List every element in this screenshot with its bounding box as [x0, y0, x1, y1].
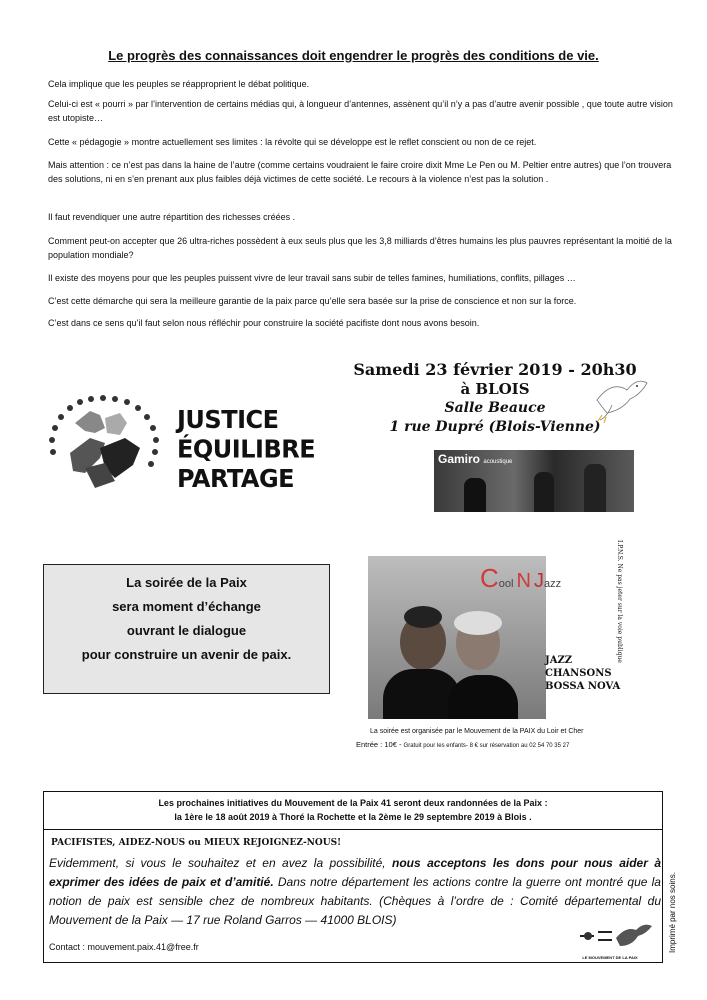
- logo-line-equilibre: ÉQUILIBRE: [177, 434, 316, 464]
- soiree-box: [43, 564, 330, 694]
- musician-figure: [584, 464, 606, 512]
- box-line: pour construire un avenir de paix.: [81, 647, 292, 662]
- genres-list: [545, 654, 620, 693]
- paragraph-9: C’est dans ce sens qu’il faut selon nous réfléchir pour construire la société pacifiste dont nous avons besoin.: [48, 318, 480, 328]
- contact-email: Contact : mouvement.paix.41@free.fr: [49, 942, 199, 952]
- price-kids: Gratuit pour les enfants- 8 € sur réservation au 02 54 70 35 27: [403, 743, 570, 749]
- paragraph-6: Comment peut-on accepter que 26 ultra-riches possèdent à eux seuls plus que les 3,8 milliards d’êtres humains les plus pauvres représentant la moitié de la population mondiale?: [48, 236, 672, 260]
- event-date: Samedi 23 février 2019 - 20h30: [353, 360, 637, 379]
- band2-c: C: [480, 563, 499, 593]
- genre-item: CHANSONS: [545, 668, 612, 679]
- genre-item: BOSSA NOVA: [545, 681, 621, 692]
- paragraph-1: Cela implique que les peuples se réapproprient le débat politique.: [48, 79, 310, 89]
- logo-text: [177, 405, 315, 493]
- page-title: Le progrès des connaissances doit engendrer le progrès des conditions de vie.: [108, 48, 599, 63]
- paragraph-5: Il faut revendiquer une autre répartition des richesses créées .: [48, 212, 296, 222]
- band2-n: N: [516, 570, 531, 592]
- initiatives-line-2: la 1ère le 18 août 2019 à Thoré la Rochette et la 2ème le 29 septembre 2019 à Blois .: [174, 812, 532, 822]
- logo-line-partage: PARTAGE: [177, 463, 295, 494]
- event-address: 1 rue Dupré (Blois-Vienne): [389, 419, 601, 435]
- appeal-body: [49, 854, 661, 930]
- woman-body: [448, 675, 518, 719]
- woman-hair: [454, 611, 502, 635]
- dove-icon: [592, 375, 652, 425]
- man-hair: [404, 606, 442, 628]
- band-name-text: Gamiro: [438, 452, 481, 466]
- appeal-part-1: Evidemment, si vous le souhaitez et en avez la possibilité,: [49, 856, 393, 870]
- box-line: sera moment d’échange: [112, 599, 261, 614]
- logo-label: LE MOUVEMENT DE LA PAIX: [582, 955, 638, 960]
- price-entry: Entrée : 10€ -: [356, 740, 402, 749]
- hands-circle-icon: [45, 393, 165, 493]
- musician-figure: [534, 472, 554, 512]
- appeal-part-2: Dans notre département les actions contre la guerre ont montré que la notion de paix est sensible chez de nombreux habitants. (Chèques à l’ordre de : Comité départemental du Mouvement de la Paix — 17 rue Roland Garros — 41000 BLOIS): [49, 875, 661, 927]
- price-info: [356, 740, 569, 749]
- paragraph-8: C’est cette démarche qui sera la meilleure garantie de la paix parce qu’elle sera basée sur la prise de conscience et non sur la force.: [48, 296, 577, 306]
- band2-logo: [480, 563, 561, 594]
- paragraph-3: Cette « pédagogie » montre actuellement ses limites : la révolte qui se développe est le reflet conscient ou non de ce rejet.: [48, 137, 537, 147]
- mouvement-paix-logo: [560, 920, 660, 960]
- box-line: La soirée de la Paix: [126, 575, 247, 590]
- band2-ool: ool: [498, 578, 517, 590]
- printed-note: Imprimé par nos soins.: [668, 872, 677, 953]
- ipns-note: I.P.N.S. Ne pas jeter sur la voie publique: [616, 540, 623, 663]
- initiatives-header: [44, 792, 662, 830]
- initiatives-line-1: Les prochaines initiatives du Mouvement de la Paix 41 seront deux randonnées de la Paix :: [158, 798, 548, 808]
- paragraph-7: Il existe des moyens pour que les peuples puissent vivre de leur travail sans subir de telles famines, humiliations, conflits, pillages …: [48, 273, 576, 283]
- justice-logo: [45, 393, 315, 493]
- band-subtitle: acoustique: [483, 459, 513, 465]
- box-line: ouvrant le dialogue: [126, 623, 247, 638]
- genre-item: JAZZ: [545, 655, 573, 666]
- event-venue: Salle Beauce: [444, 400, 546, 416]
- paragraph-2: Celui-ci est « pourri » par l’intervention de certains médias qui, à longueur d’antennes, assènent qu’il n’y a pas d’autre avenir possible , que toute autre vision est utopiste…: [48, 99, 673, 123]
- peace-movement-icon: [560, 920, 660, 952]
- appeal-heading: PACIFISTES, AIDEZ-NOUS ou MIEUX REJOIGNEZ-NOUS!: [51, 838, 342, 848]
- band-name: [438, 452, 512, 466]
- appeal-bold: nous acceptons les dons pour nous aider à exprimer des idées de paix et d’amitié.: [49, 856, 661, 889]
- event-city: à BLOIS: [460, 380, 530, 398]
- organizer-text: La soirée est organisée par le Mouvement de la PAIX du Loir et Cher: [370, 728, 584, 735]
- initiatives-box: [43, 791, 663, 963]
- musician-figure: [464, 478, 486, 512]
- paragraph-4: Mais attention : ce n’est pas dans la haine de l’autre (comme certains voudraient le faire croire dixit Mme Le Pen ou M. Peltier entre autres) que l’on trouvera des solutions, ni en s’en prenant aux plus faibles déjà victimes de cette société. Le recours à la violence n’est pas la solution .: [48, 160, 672, 184]
- band2-azz: azz: [544, 578, 562, 590]
- band-photo: [434, 450, 634, 512]
- band2-j: J: [534, 570, 545, 592]
- logo-line-justice: JUSTICE: [177, 404, 279, 435]
